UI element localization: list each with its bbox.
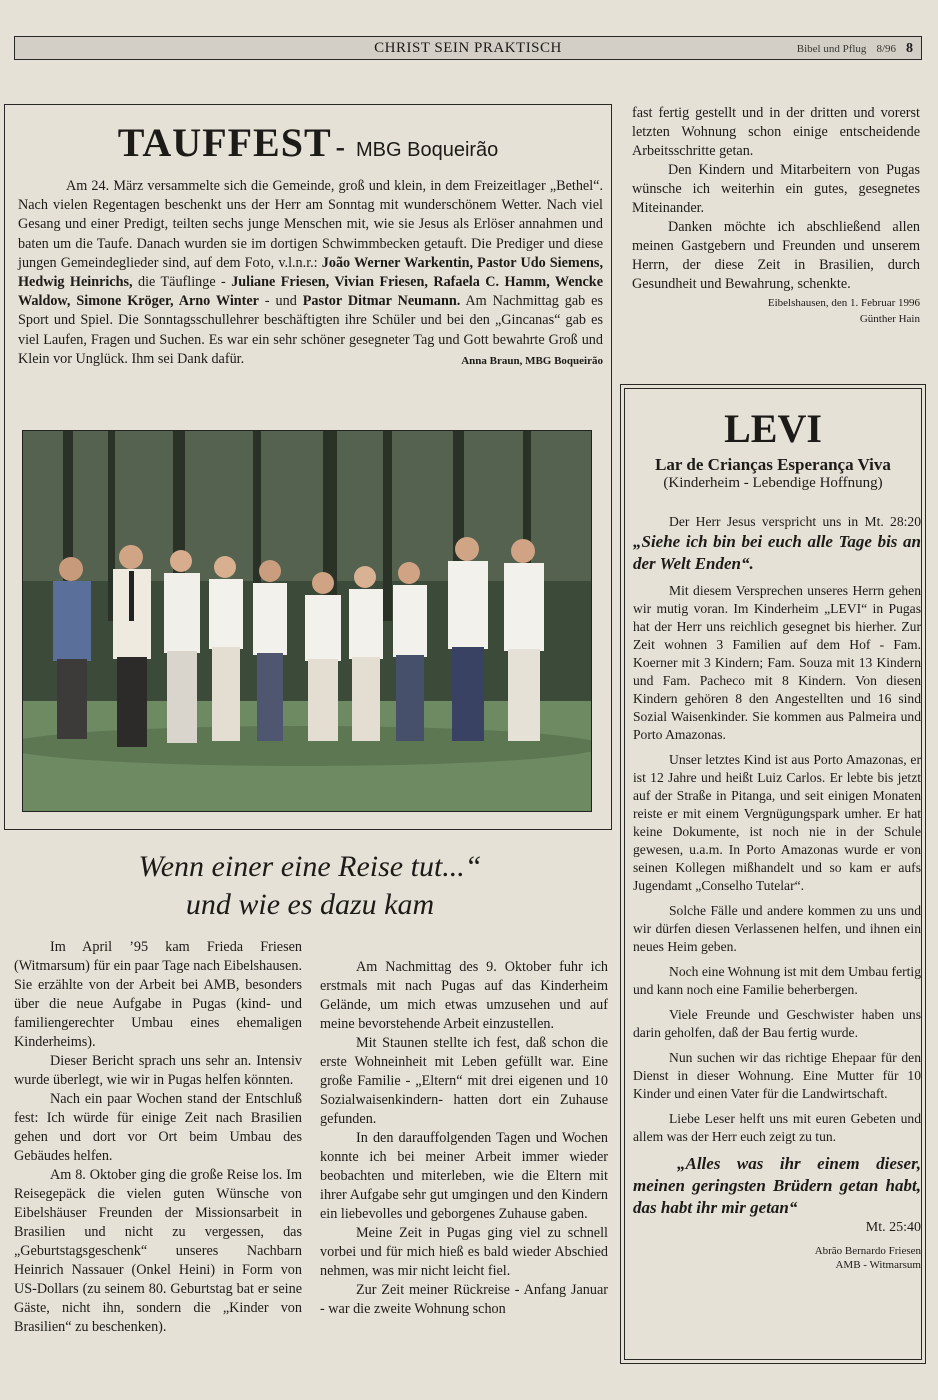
levi-intro-text: Der Herr Jesus verspricht uns in Mt. 28:20: [669, 514, 921, 529]
tauffest-text-3: - und: [258, 293, 303, 310]
levi-paragraph: Unser letztes Kind ist aus Porto Amazonas, er ist 12 Jahre und heißt Luiz Carlos. Er lebte bis jetzt auf der Straße in Pitanga, und seit einigen Monaten reiste er mit einem Vergnügungspark umher. Er hat keine Dokumente, ist noch nie in der Schule gewesen, u.a.m. In Porto Amazonas wurde er von seinen Kollegen mißhandelt und so kam er aufs Jugendamt „Conselho Tutelar“.: [633, 752, 921, 893]
tauffest-title: TAUFFEST: [117, 120, 332, 165]
tauffest-dash: -: [335, 132, 346, 163]
story-paragraph: In den darauffolgenden Tagen und Wochen konnte ich bei meiner Arbeit immer wieder beobachten und miterleben, wie die Eltern mit ihrer Aufgabe sehr gut umgingen und den Kindern ein liebevolles und geborgenes Zuhause gaben.: [320, 1130, 608, 1222]
story-paragraph: Am 8. Oktober ging die große Reise los. Im Reisegepäck die vielen guten Wünsche von Eibelshäuser Freunden der Missionsarbeit in Brasilien und nicht zu vergessen, das „Geburtstagsgeschenk“ unseres Nachbarn Heinrich Nassauer (Onkel Heini) in Form von US-Dollars (zu seinem 80. Geburtstag bat er seine Gäste, nicht ihn, sondern die „Kinder von Brasilien“ zu beschenken).: [14, 1167, 302, 1335]
tauffest-subtitle: MBG Boqueirão: [356, 139, 499, 161]
tauffest-heading: [5, 119, 611, 166]
story-column-3: [632, 104, 920, 326]
levi-body: [633, 513, 921, 1272]
page-header: [14, 36, 922, 60]
levi-sign-org: AMB - Witmarsum: [835, 1259, 921, 1271]
story-sign-name: Günther Hain: [859, 313, 920, 325]
group-photo-image: [23, 431, 591, 811]
levi-title: LEVI: [724, 406, 822, 451]
levi-quote: „Alles was ihr einem dieser, meinen geringsten Brüdern getan habt, das habt ihr mir getan“: [633, 1154, 921, 1217]
story-paragraph: Meine Zeit in Pugas ging viel zu schnell vorbei und für mich hieß es bald wieder Abschied nehmen, was mir nicht leicht fiel.: [320, 1225, 608, 1279]
story-paragraph: Zur Zeit meiner Rückreise - Anfang Januar - war die zweite Wohnung schon: [320, 1282, 608, 1317]
levi-verse: „Siehe ich bin bei euch alle Tage bis an der Welt Enden“.: [633, 532, 921, 573]
group-photo: [22, 430, 592, 812]
story-title: [120, 848, 500, 924]
story-paragraph: Mit Staunen stellte ich fest, daß schon die erste Wohneinheit mit Leben gefüllt war. Eine große Familie - „Eltern“ mit drei eigenen und 10 Sozialwaisenkindern- hatten dort ein Zuhause gefunden.: [320, 1035, 608, 1127]
tauffest-author: Anna Braun, MBG Boqueirão: [461, 354, 603, 367]
levi-quote-reference: Mt. 25:40: [865, 1220, 921, 1235]
story-column-1: [14, 938, 302, 1337]
page-number: 8: [906, 41, 913, 56]
levi-paragraph: Mit diesem Versprechen unseres Herrn gehen wir mutig voran. Im Kinderheim „LEVI“ in Pugas hat der Herr uns reichlich gesegnet bis hierher. Zur Zeit wohnen 3 Familien auf dem Hof - Fam. Koerner mit 3 Kindern; Fam. Souza mit 13 Kindern und Fam. Pacheco mit 8 Kindern. Von diesen Kindern gehören 8 den Angestellten und 16 sind Sozial Waisenkinder. Sie kommen aus Palmeira und Porto Amazonas.: [633, 583, 921, 742]
story-paragraph: Am Nachmittag des 9. Oktober fuhr ich erstmals mit nach Pugas auf das Kinderheim Gelände, um mich etwas umzusehen und auf meine bevorstehende Arbeit einzustellen.: [320, 959, 608, 1032]
tauffest-names-1: João Werner Warkentin, Pastor Udo Siemens, Hedwig Heinrichs,: [18, 254, 603, 291]
levi-paragraph: Viele Freunde und Geschwister haben uns darin geholfen, daß der Bau fertig wurde.: [633, 1007, 921, 1040]
levi-sign-name: Abrão Bernardo Friesen: [814, 1245, 921, 1257]
story-paragraph: fast fertig gestellt und in der dritten und vorerst letzten Wohnung schon einige entscheidende Arbeitsschritte getan.: [632, 105, 920, 159]
levi-paragraph: Nun suchen wir das richtige Ehepaar für den Dienst in dieser Wohnung. Eine Mutter für 10 Kinder und einen Vater für die Landwirtschaft.: [633, 1050, 921, 1101]
levi-signoff: [633, 1244, 921, 1272]
levi-inner-frame: [624, 388, 922, 1360]
story-title-line-1: Wenn einer eine Reise tut...“: [138, 850, 482, 883]
levi-subtitle-translation: (Kinderheim - Lebendige Hoffnung): [663, 475, 883, 491]
tauffest-text-1: Am 24. März versammelte sich die Gemeinde, groß und klein, in dem Freizeitlager „Bethel“. Nach vielen Regentagen beschenkt uns der Herr am Sonntag mit wunderschönem Wetter. Nach viel Gesang und einer Predigt, teilten sechs junge Menschen mit, wie sie Jesus als Erlöser annahmen und baten um die Taufe. Danach wurden sie im dortigen Schwimmbecken getauft. Die Prediger und diese jungen Gemeindeglieder sind, auf dem Foto, v.l.n.r.:: [18, 178, 603, 271]
levi-paragraph: Liebe Leser helft uns mit euren Gebeten und allem was der Herr euch zeigt zu tun.: [633, 1111, 921, 1144]
levi-subtitle: Lar de Crianças Esperança Viva: [655, 455, 891, 474]
story-paragraph: Den Kindern und Mitarbeitern von Pugas wünsche ich weiterhin ein gutes, gesegnetes Miteinander.: [632, 162, 920, 216]
tauffest-names-3: Pastor Ditmar Neumann.: [302, 293, 461, 310]
tauffest-text-4: Am Nachmittag gab es Sport und Spiel. Die Sonntagsschullehrer beschäftigten ihre Schüler und bei den „Gincanas“ gab es viel Laufen, Fragen und Suchen. Es war ein sehr schöner gesegneter Tag und Gott bewahrte Groß und Klein vor Unglück. Ihm sei Dank dafür.: [18, 293, 603, 367]
story-column-2: [320, 958, 608, 1319]
header-meta: [797, 40, 913, 57]
levi-article-box: [620, 384, 926, 1364]
levi-paragraph: Solche Fälle und andere kommen zu uns und wir dürfen diesen Verlassenen helfen, und ihnen ein neues Heim geben.: [633, 903, 921, 954]
issue-number: 8/96: [876, 43, 896, 55]
story-sign-place-date: Eibelshausen, den 1. Februar 1996: [767, 297, 920, 309]
story-paragraph: Danken möchte ich abschließend allen meinen Gastgebern und Freunden und unserem Herrn, der diese Zeit in Brasilien, durch Gesundheit und Bewahrung, schenkte.: [632, 219, 920, 292]
tauffest-body: [18, 177, 603, 371]
section-title: CHRIST SEIN PRAKTISCH: [374, 40, 562, 56]
story-paragraph: Nach ein paar Wochen stand der Entschluß fest: Ich würde für einige Zeit nach Brasilien gehen und dort vor Ort beim Umbau des Gebäudes helfen.: [14, 1091, 302, 1164]
tauffest-names-2: Juliane Friesen, Vivian Friesen, Rafaela C. Hamm, Wencke Waldow, Simone Kröger, Arno Winter: [18, 274, 603, 310]
story-paragraph: Dieser Bericht sprach uns sehr an. Intensiv wurde überlegt, wie wir in Pugas helfen könnten.: [14, 1053, 302, 1088]
story-signoff: [632, 296, 920, 326]
levi-paragraph: Noch eine Wohnung ist mit dem Umbau fertig und kann noch eine Familie beherbergen.: [633, 964, 921, 997]
story-paragraph: Im April ’95 kam Frieda Friesen (Witmarsum) für ein paar Tage nach Eibelshausen. Sie erzählte von der Arbeit bei AMB, besonders über die neue Aufgabe in Pugas (kind- und familiengerechter Umbau eines ehemaligen Kinderheims).: [14, 939, 302, 1050]
story-title-line-2: und wie es dazu kam: [185, 888, 435, 921]
magazine-name: Bibel und Pflug: [796, 43, 867, 55]
tauffest-text-2: die Täuflinge -: [132, 274, 232, 291]
levi-intro: [633, 513, 921, 575]
